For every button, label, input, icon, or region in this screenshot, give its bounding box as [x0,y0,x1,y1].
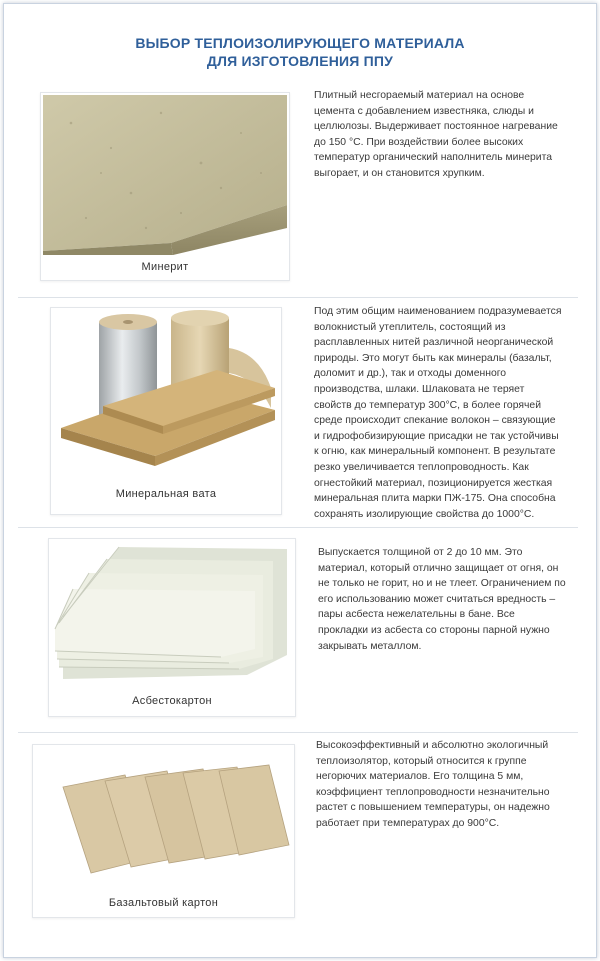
section-divider [18,527,578,528]
material-card-basalt-cardboard [32,744,295,918]
title-line-2: ДЛЯ ИЗГОТОВЛЕНИЯ ППУ [206,53,394,69]
material-card-asbestos-cardboard [48,538,296,717]
title-line-1: ВЫБОР ТЕПЛОИЗОЛИРУЮЩЕГО МАТЕРИАЛА [135,35,465,51]
page-title [0,34,600,70]
basalt-cardboard-sheets-photo [33,745,294,891]
material-description: Высокоэффективный и абсолютно экологичный теплоизолятор, который относится к группе негорючих материалов. Его толщина 5 мм, коэффициент теплопроводности незначительно растет с повышением температуры, он надежно работает при температурах до 900°С. [316,740,550,829]
material-name: Асбестокартон [132,695,212,707]
mineral-wool-rolls-photo [51,308,281,478]
material-name: Базальтовый картон [108,897,219,909]
section-divider [18,297,578,298]
material-name: Минерит [141,261,189,273]
material-name: Минеральная вата [115,488,217,500]
material-description: Выпускается толщиной от 2 до 10 мм. Это материал, который отлично защищает от огня, он не только не горит, но и не тлеет. Ограничением по его использованию может считаться вредность – пары асбеста нежелательны в бане. Все прокладки из асбеста со стороны парной нужно закрывать металлом. [318,547,566,652]
material-description: Под этим общим наименованием подразумевается волокнистый утеплитель, состоящий из расплавленных нитей различной неорганической природы. Это могут быть как минералы (базальт, доломит и др.), так и отходы доменного производства, шлаки. Шлаковата не теряет свойств до температур 300°С, в более горячей среде происходит спекание волокон – связующие и гидрофобизирующие присадки не так устойчивы к огню, как минеральный компонент. В результате резко увеличивается теплопроводность. Как огнестойкий материал, позиционируется жесткая минеральная плита марки ПЖ-175. Она способна сохранять изолирующие свойства до 1000°С. [314,306,562,520]
material-card-mineral-wool [50,307,282,515]
material-card-minerite [40,92,290,281]
minerite-slab-photo [41,93,289,255]
material-description: Плитный несгораемый материал на основе цемента с добавлением известняка, слюды и целлюлозы. Выдерживает постоянное нагревание до 150 °С. При воздействии более высоких температур органический наполнитель минерита выгорает, и он становится хрупким. [314,90,558,179]
section-divider [18,732,578,733]
asbestos-cardboard-sheets-photo [49,539,295,689]
